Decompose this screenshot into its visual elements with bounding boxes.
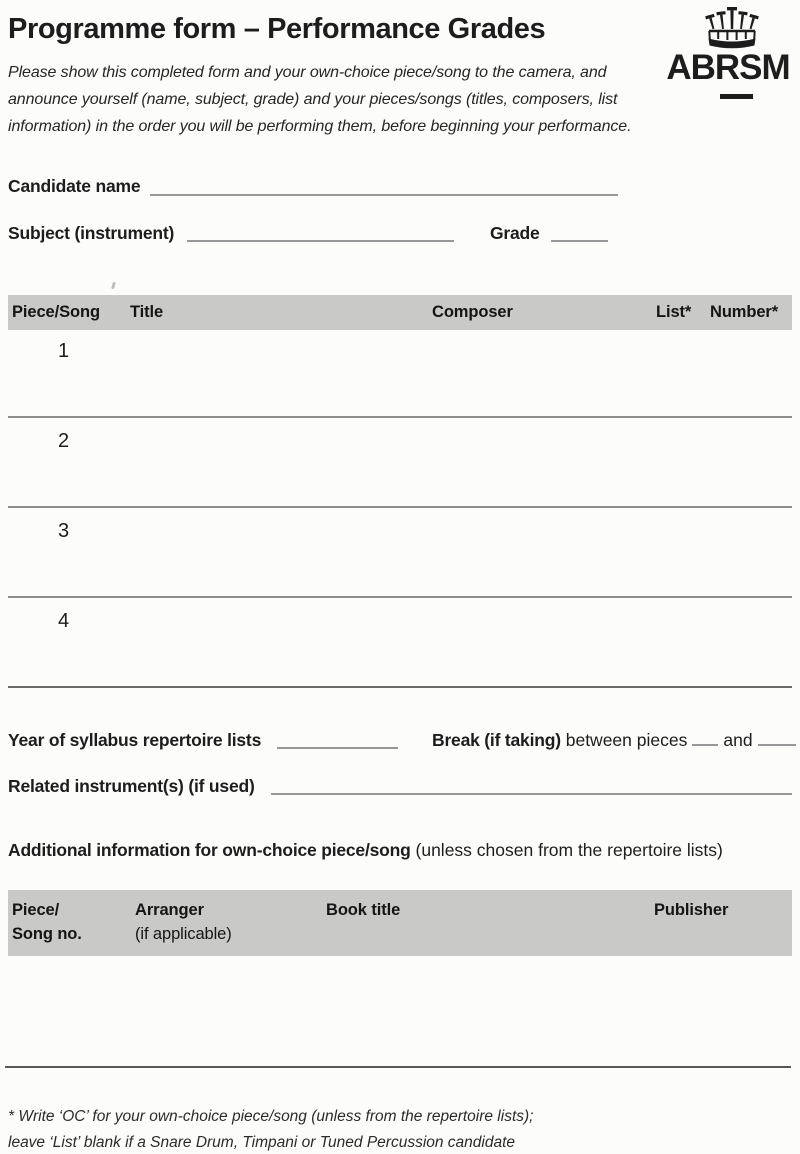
break-conjunction: and: [723, 730, 753, 750]
piece-row-number: 4: [58, 610, 70, 632]
piece-row-2[interactable]: [8, 420, 792, 508]
crown-icon: [702, 5, 762, 51]
column-title: Title: [130, 303, 164, 321]
column-book-title: Book title: [326, 901, 401, 919]
break-to-field[interactable]: [758, 731, 796, 746]
column-number: Number*: [710, 303, 779, 321]
pieces-table-header: [8, 295, 792, 330]
subject-field[interactable]: [187, 222, 454, 242]
piece-row-number: 3: [58, 520, 70, 542]
additional-info-heading: [8, 840, 723, 861]
grade-field[interactable]: [551, 222, 608, 242]
instruction-line: information) in the order you will be performing them, before beginning your performance.: [8, 118, 632, 135]
instruction-line: announce yourself (name, subject, grade) and your pieces/songs (titles, composers, list: [8, 91, 618, 108]
break-label: Break (if taking): [432, 730, 561, 750]
column-piece-song: Piece/Song: [12, 303, 100, 321]
bottom-rule: [5, 1066, 791, 1068]
piece-row-1[interactable]: [8, 330, 792, 418]
column-arranger: Arranger (if applicable): [135, 901, 232, 943]
candidate-name-label: Candidate name: [8, 176, 141, 196]
break-from-field[interactable]: [692, 731, 718, 746]
page-title: Programme form – Performance Grades: [8, 13, 546, 45]
subject-label: Subject (instrument): [8, 223, 175, 243]
break-field-group: [432, 730, 796, 751]
column-piece-song-no: Piece/ Song no.: [12, 901, 82, 943]
piece-row-number: 1: [58, 340, 70, 362]
form-instructions: [8, 59, 658, 140]
syllabus-year-label: Year of syllabus repertoire lists: [8, 730, 262, 750]
column-list: List*: [656, 303, 692, 321]
abrsm-logo-text: ABRSM: [666, 48, 790, 87]
own-choice-row[interactable]: [8, 956, 792, 1066]
related-instruments-field[interactable]: [271, 775, 792, 795]
logo-underline-dash: [720, 94, 753, 99]
column-composer: Composer: [432, 303, 513, 321]
instruction-line: Please show this completed form and your own-choice piece/song to the camera, and: [8, 64, 607, 81]
scan-artifact: [111, 282, 116, 290]
piece-row-3[interactable]: [8, 510, 792, 598]
piece-row-number: 2: [58, 430, 70, 452]
footnote: [8, 1104, 608, 1154]
grade-label: Grade: [490, 223, 540, 243]
own-choice-table-header: [8, 890, 792, 956]
column-publisher: Publisher: [654, 901, 729, 919]
footnote-line: leave ‘List’ blank if a Snare Drum, Timpani or Tuned Percussion candidate: [8, 1134, 516, 1151]
syllabus-year-field[interactable]: [277, 729, 398, 749]
piece-row-4[interactable]: [8, 600, 792, 688]
additional-info-heading-bold: Additional information for own-choice piece/song: [8, 840, 411, 860]
related-instruments-label: Related instrument(s) (if used): [8, 776, 255, 796]
candidate-name-field[interactable]: [150, 176, 618, 196]
additional-info-heading-rest: (unless chosen from the repertoire lists): [415, 840, 723, 860]
footnote-line: * Write ‘OC’ for your own-choice piece/song (unless from the repertoire lists);: [8, 1108, 534, 1125]
break-label-rest: between pieces: [565, 730, 688, 750]
